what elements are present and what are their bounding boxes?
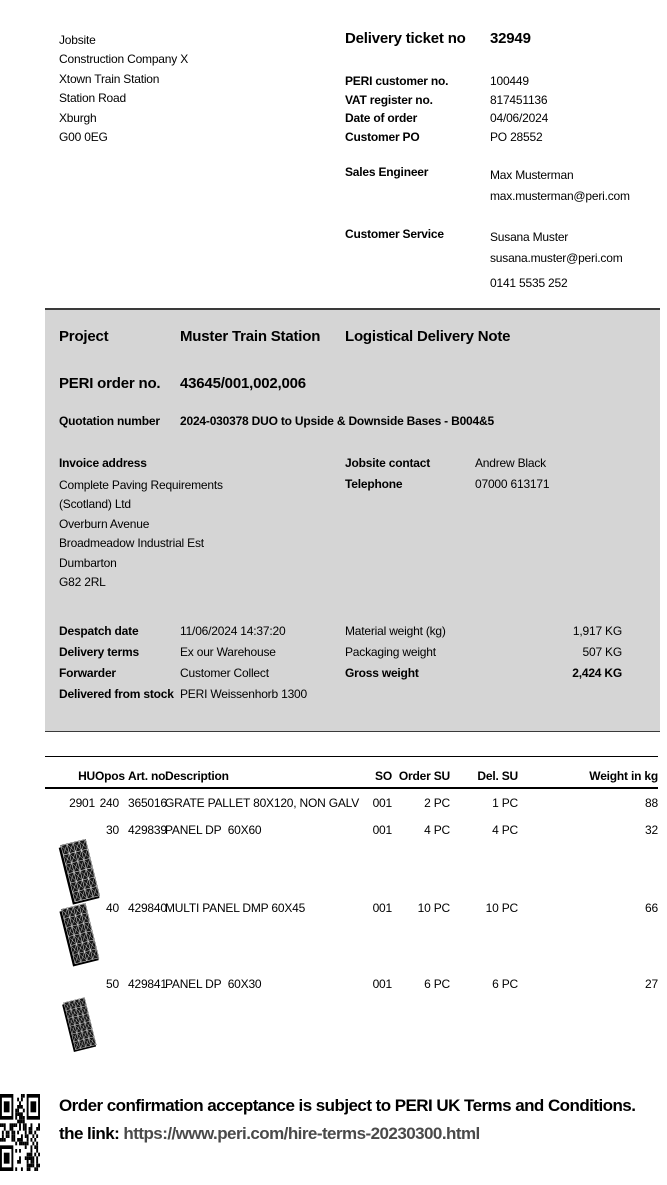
project-name: Muster Train Station	[180, 328, 321, 345]
table-top-rule	[45, 756, 658, 757]
terms-block	[59, 1092, 635, 1147]
customer-number: 100449	[490, 74, 529, 88]
table-row	[45, 796, 658, 810]
detail-label: Date of order	[345, 111, 418, 126]
despatch-label: Despatch date	[59, 624, 139, 638]
detail-label: PERI customer no.	[345, 74, 449, 88]
packaging-weight-label: Packaging weight	[345, 645, 436, 659]
despatch-date: 11/06/2024 14:37:20	[180, 624, 286, 638]
cell-weight: 27	[645, 977, 658, 991]
cell-order-su: 10 PC	[417, 901, 450, 915]
invoice-address-line: Broadmeadow Industrial Est	[59, 536, 204, 551]
cell-description: PANEL DP 60X60	[165, 823, 262, 837]
invoice-address-line: Dumbarton	[59, 555, 117, 570]
table-header-row	[45, 769, 658, 783]
sales-engineer-name: Max Musterman	[490, 168, 574, 182]
terms-link[interactable]: https://www.peri.com/hire-terms-20230300.html	[123, 1123, 480, 1143]
delivered-from-stock: PERI Weissenhorb 1300	[180, 687, 307, 701]
jobsite-line: Construction Company X	[59, 52, 188, 67]
customer-service-label: Customer Service	[345, 227, 444, 241]
cell-order-su: 2 PC	[424, 796, 450, 810]
despatch-label: Forwarder	[59, 666, 116, 680]
cell-weight: 66	[645, 901, 658, 915]
cell-description: GRATE PALLET 80X120, NON GALV	[165, 796, 360, 810]
ticket-label: Delivery ticket no	[345, 30, 466, 47]
invoice-address-line: (Scotland) Ltd	[59, 497, 131, 512]
despatch-values	[180, 621, 307, 705]
forwarder: Customer Collect	[180, 666, 269, 680]
cell-description: MULTI PANEL DMP 60X45	[165, 901, 306, 915]
despatch-label: Delivery terms	[59, 645, 139, 659]
weight-values	[572, 621, 622, 684]
col-header-art-no: Art. no.	[128, 769, 169, 783]
cell-del-su: 1 PC	[492, 796, 518, 810]
material-weight-label: Material weight (kg)	[345, 624, 446, 638]
detail-values	[490, 72, 548, 147]
delivery-terms: Ex our Warehouse	[180, 645, 276, 659]
cell-opos: 50	[106, 977, 119, 991]
customer-service-phone: 0141 5535 252	[490, 276, 568, 290]
invoice-address-label: Invoice address	[59, 456, 147, 470]
detail-label: VAT register no.	[345, 92, 433, 107]
terms-link-prefix: the link:	[59, 1123, 124, 1143]
cell-weight: 32	[645, 823, 658, 837]
weight-labels	[345, 621, 446, 684]
terms-line2	[59, 1120, 635, 1148]
sales-engineer-email: max.musterman@peri.com	[490, 189, 630, 203]
project-label: Project	[59, 328, 109, 345]
cell-so: 001	[372, 901, 392, 915]
gross-weight-label: Gross weight	[345, 666, 419, 680]
cell-opos: 240	[99, 796, 119, 810]
jobsite-line: Jobsite	[59, 33, 96, 47]
detail-labels	[345, 72, 448, 147]
qr-code	[0, 1094, 40, 1171]
cell-art-no: 429839	[128, 823, 167, 837]
cell-description: PANEL DP 60X30	[165, 977, 262, 991]
order-number-label: PERI order no.	[59, 375, 161, 392]
cell-so: 001	[372, 823, 392, 837]
quotation-number: 2024-030378 DUO to Upside & Downside Bases - B004&5	[180, 414, 494, 428]
table-row	[45, 823, 658, 837]
quotation-label: Quotation number	[59, 414, 160, 428]
doc-title: Logistical Delivery Note	[345, 328, 511, 345]
formwork-panel-icon	[60, 987, 98, 1061]
customer-service-block	[490, 227, 623, 294]
jobsite-line: Xburgh	[59, 110, 97, 125]
jobsite-contact-name: Andrew Black	[475, 456, 546, 470]
material-weight-value: 1,917 KG	[572, 624, 622, 638]
order-number: 43645/001,002,006	[180, 375, 306, 392]
detail-label: Customer PO	[345, 130, 420, 145]
table-header-rule	[45, 787, 658, 789]
cell-art-no: 429841	[128, 977, 167, 991]
terms-line1: Order confirmation acceptance is subject to PERI UK Terms and Conditions.	[59, 1096, 636, 1115]
invoice-address-line: G82 2RL	[59, 575, 106, 590]
col-header-so: SO	[375, 769, 392, 783]
cell-art-no: 429840	[128, 901, 167, 915]
customer-service-email: susana.muster@peri.com	[490, 251, 623, 265]
sales-engineer-label: Sales Engineer	[345, 165, 429, 179]
despatch-label: Delivered from stock	[59, 687, 174, 701]
cell-del-su: 10 PC	[485, 901, 518, 915]
col-header-weight: Weight in kg	[589, 769, 658, 783]
cell-del-su: 6 PC	[492, 977, 518, 991]
gross-weight-value: 2,424 KG	[572, 666, 622, 680]
col-header-opos: Opos	[95, 769, 125, 783]
jobsite-contact-label: Jobsite contact	[345, 456, 431, 470]
invoice-address	[59, 476, 223, 592]
customer-service-name: Susana Muster	[490, 230, 569, 244]
cell-hu	[45, 823, 95, 837]
formwork-panel-icon	[57, 896, 101, 972]
cell-del-su: 4 PC	[492, 823, 518, 837]
jobsite-line: Station Road	[59, 91, 126, 106]
order-date: 04/06/2024	[490, 111, 549, 126]
telephone-label: Telephone	[345, 477, 403, 491]
cell-hu: 2901	[69, 796, 95, 810]
cell-order-su: 4 PC	[424, 823, 450, 837]
despatch-labels	[59, 621, 174, 705]
telephone-number: 07000 613171	[475, 477, 550, 491]
jobsite-line: G00 0EG	[59, 130, 108, 145]
cell-weight: 88	[645, 796, 658, 810]
invoice-address-line: Overburn Avenue	[59, 516, 150, 531]
ticket-number: 32949	[490, 30, 531, 47]
packaging-weight-value: 507 KG	[582, 645, 622, 659]
col-header-description: Description	[165, 769, 229, 783]
col-header-hu: HU	[78, 769, 95, 783]
cell-order-su: 6 PC	[424, 977, 450, 991]
sales-engineer-block	[490, 165, 630, 207]
col-header-del-su: Del. SU	[477, 769, 518, 783]
table-row	[45, 977, 658, 991]
cell-opos: 40	[106, 901, 119, 915]
customer-po: PO 28552	[490, 130, 543, 145]
cell-opos: 30	[106, 823, 119, 837]
table-row	[45, 901, 658, 915]
jobsite-line: Xtown Train Station	[59, 71, 160, 86]
cell-so: 001	[372, 796, 392, 810]
vat-number: 817451136	[490, 92, 548, 107]
cell-art-no: 365016	[128, 796, 167, 810]
jobsite-address	[59, 31, 188, 147]
col-header-order-su: Order SU	[398, 769, 450, 783]
cell-so: 001	[372, 977, 392, 991]
invoice-address-line: Complete Paving Requirements	[59, 478, 223, 492]
